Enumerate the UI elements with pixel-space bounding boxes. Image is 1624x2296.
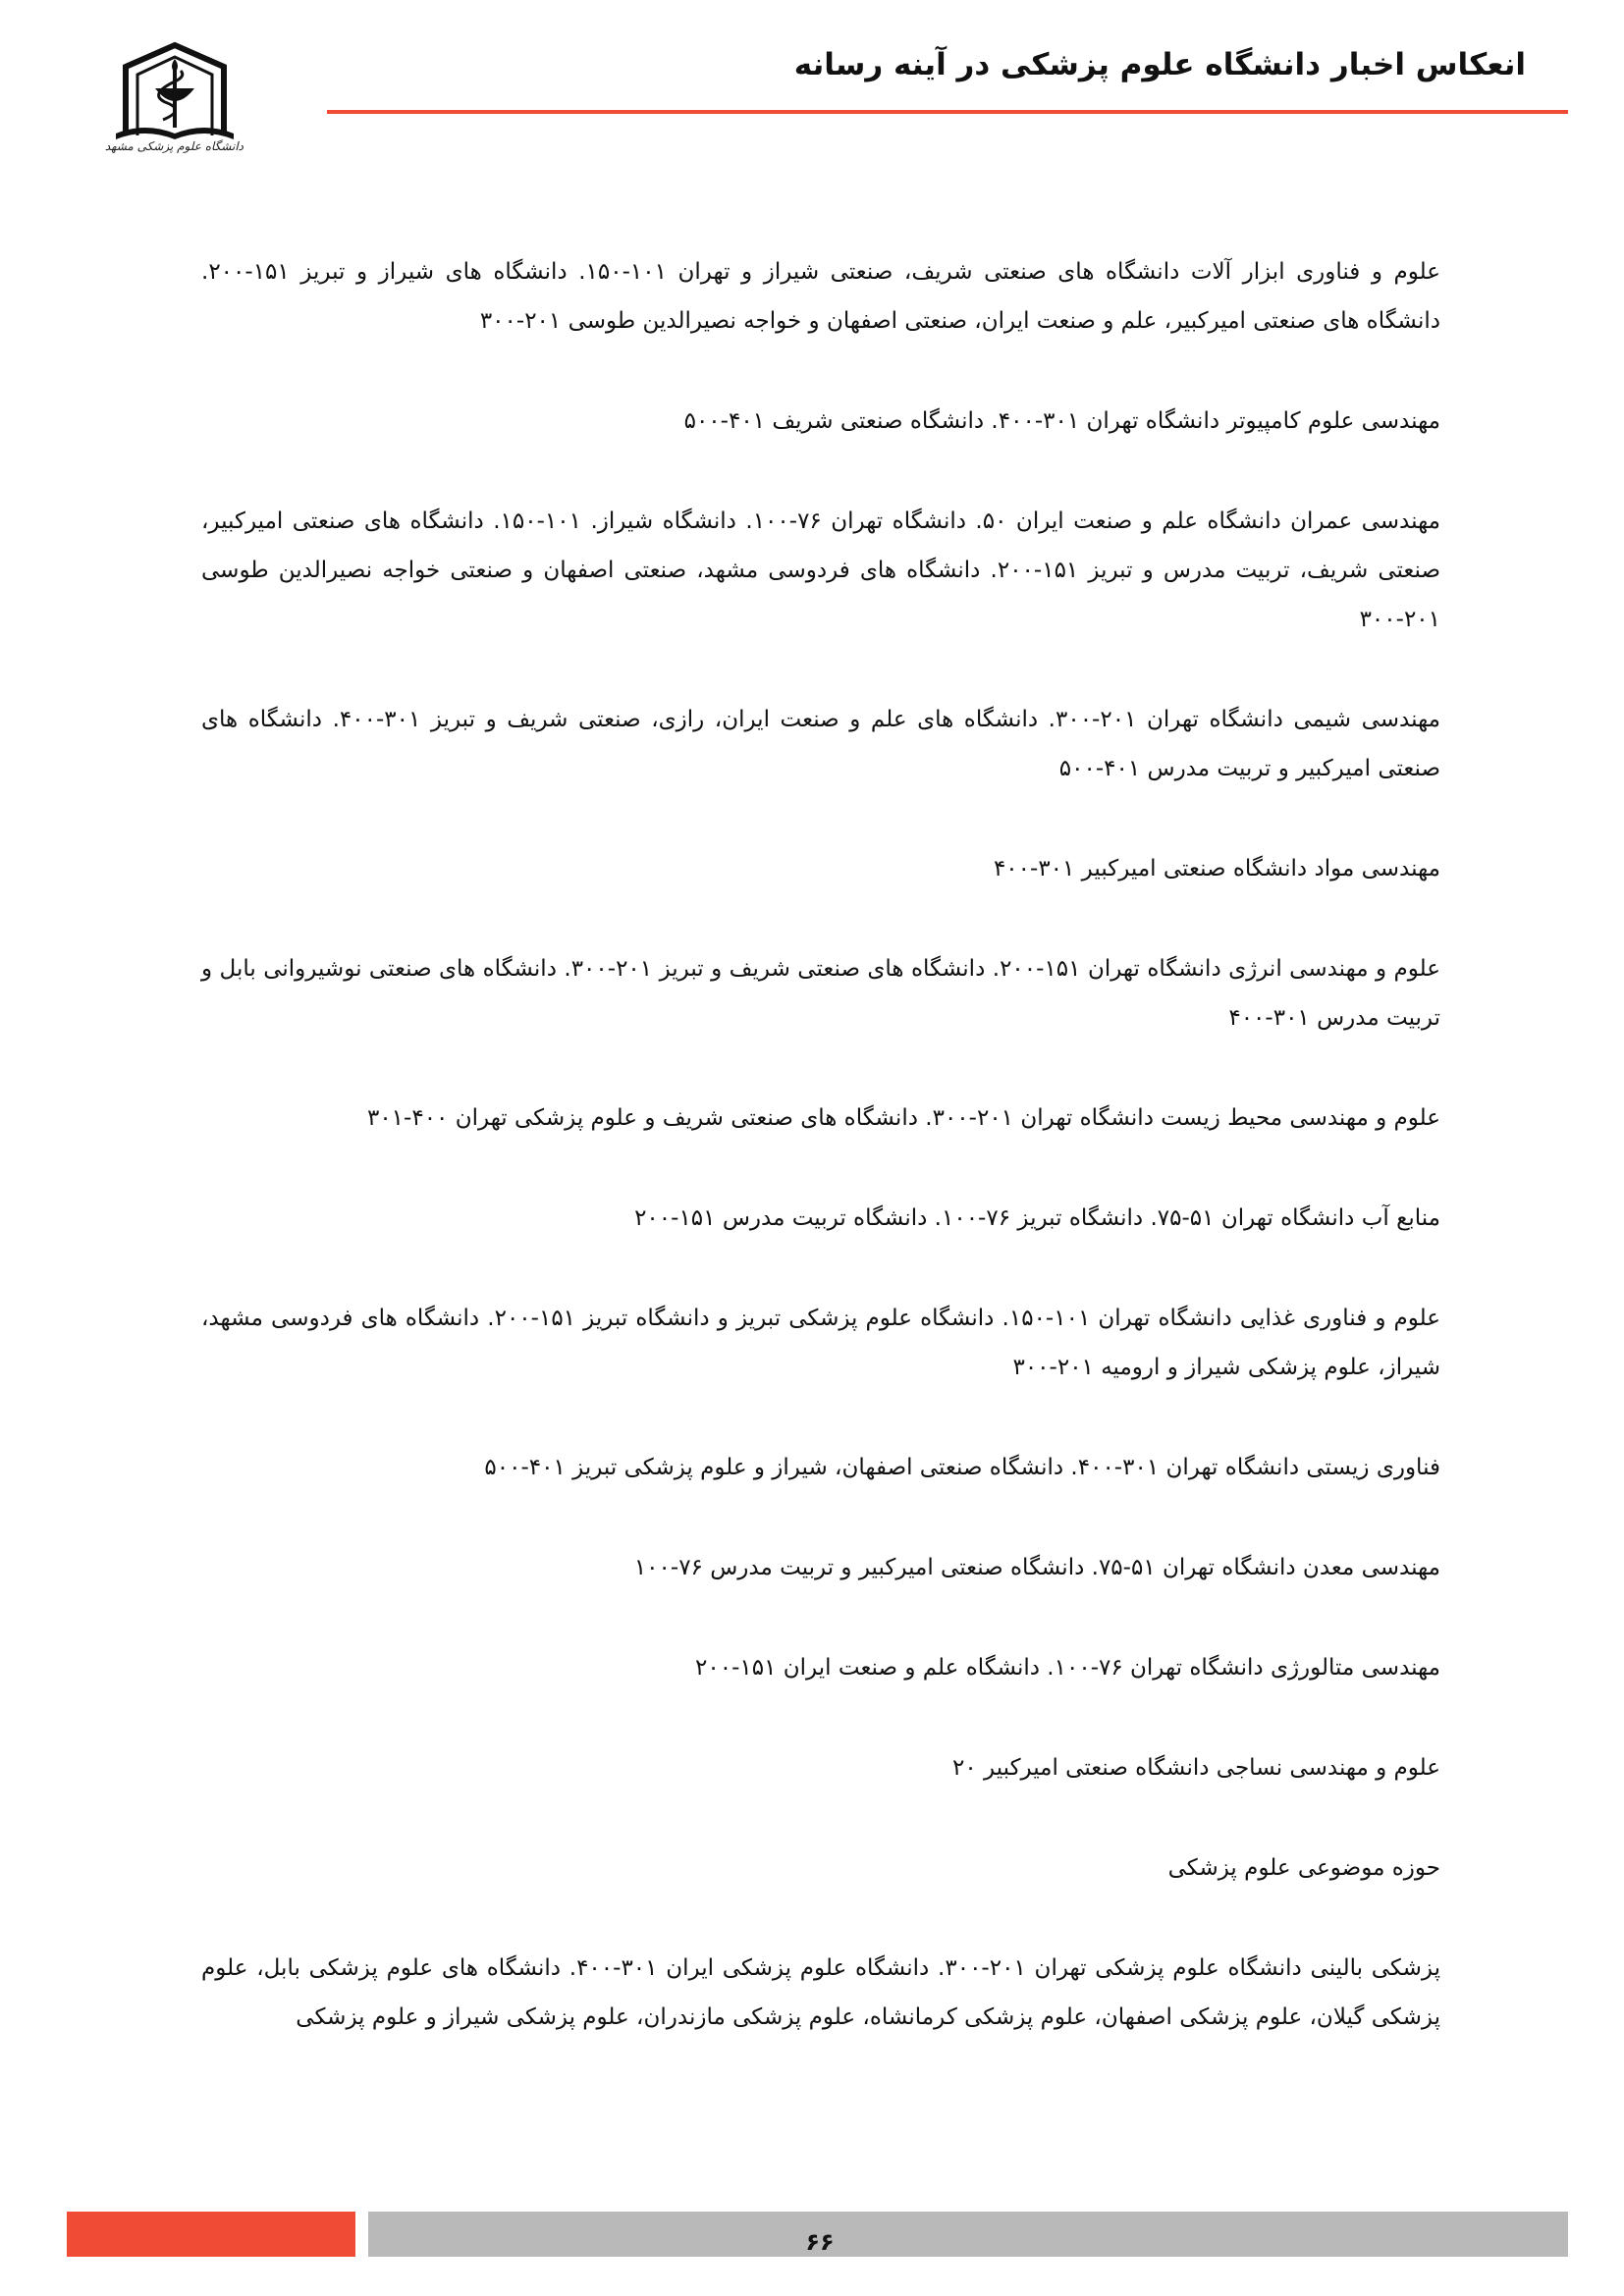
- header-divider: [327, 110, 1568, 114]
- paragraph: علوم و مهندسی انرژی دانشگاه تهران ۱۵۱-۲۰۰. دانشگاه های صنعتی شریف و تبریز ۲۰۱-۳۰۰. دانشگاه های صنعتی نوشیروانی بابل و تربیت مدرس ۳۰۱-۴۰۰: [201, 956, 1440, 1031]
- paragraph: منابع آب دانشگاه تهران ۵۱-۷۵. دانشگاه تبریز ۷۶-۱۰۰. دانشگاه تربیت مدرس ۱۵۱-۲۰۰: [634, 1205, 1440, 1231]
- paragraph: پزشکی بالینی دانشگاه علوم پزشکی تهران ۲۰۱-۳۰۰. دانشگاه علوم پزشکی ایران ۳۰۱-۴۰۰. دانشگاه های علوم پزشکی بابل، علوم پزشکی گیلان، علوم پزشکی اصفهان، علوم پزشکی کرمانشاه، علوم پزشکی مازندران، علوم پزشکی شیراز و علوم پزشکی: [201, 1955, 1440, 2030]
- paragraph: مهندسی متالورژی دانشگاه تهران ۷۶-۱۰۰. دانشگاه علم و صنعت ایران ۱۵۱-۲۰۰: [695, 1655, 1440, 1681]
- page-title: انعکاس اخبار دانشگاه علوم پزشکی در آینه رسانه: [793, 47, 1526, 82]
- page-header: [0, 0, 1624, 167]
- section-heading: حوزه موضوعی علوم پزشکی: [1167, 1855, 1440, 1881]
- footer-accent-bar: [67, 2212, 355, 2257]
- paragraph: مهندسی شیمی دانشگاه تهران ۲۰۱-۳۰۰. دانشگاه های علم و صنعت ایران، رازی، صنعتی شریف و تبریز ۳۰۱-۴۰۰. دانشگاه های صنعتی امیرکبیر و تربیت مدرس ۴۰۱-۵۰۰: [201, 707, 1440, 781]
- document-body: [201, 247, 1440, 2093]
- paragraph: علوم و فناوری ابزار آلات دانشگاه های صنعتی شریف، صنعتی شیراز و تهران ۱۰۱-۱۵۰. دانشگاه های شیراز و تبریز ۱۵۱-۲۰۰. دانشگاه های صنعتی امیرکبیر، علم و صنعت ایران، صنعتی اصفهان و خواجه نصیرالدین طوسی ۲۰۱-۳۰۰: [201, 259, 1440, 334]
- page-number: ۶۶: [805, 2228, 835, 2256]
- paragraph: علوم و مهندسی محیط زیست دانشگاه تهران ۲۰۱-۳۰۰. دانشگاه های صنعتی شریف و علوم پزشکی تهران ۴۰۰-۳۰۱: [366, 1105, 1440, 1131]
- paragraph: علوم و مهندسی نساجی دانشگاه صنعتی امیرکبیر ۲۰: [951, 1755, 1440, 1781]
- paragraph: مهندسی علوم کامپیوتر دانشگاه تهران ۳۰۱-۴۰۰. دانشگاه صنعتی شریف ۴۰۱-۵۰۰: [683, 408, 1440, 434]
- paragraph: علوم و فناوری غذایی دانشگاه تهران ۱۰۱-۱۵۰. دانشگاه علوم پزشکی تبریز و دانشگاه تبریز ۱۵۱-۲۰۰. دانشگاه های فردوسی مشهد، شیراز، علوم پزشکی شیراز و ارومیه ۲۰۱-۳۰۰: [201, 1306, 1440, 1380]
- university-logo: [106, 37, 244, 165]
- paragraph: مهندسی عمران دانشگاه علم و صنعت ایران ۵۰. دانشگاه تهران ۷۶-۱۰۰. دانشگاه شیراز. ۱۰۱-۱۵۰. دانشگاه های صنعتی امیرکبیر، صنعتی شریف، تربیت مدرس و تبریز ۱۵۱-۲۰۰. دانشگاه های فردوسی مشهد، صنعتی اصفهان و صنعتی خواجه نصیرالدین طوسی ۲۰۱-۳۰۰: [201, 508, 1440, 632]
- paragraph: فناوری زیستی دانشگاه تهران ۳۰۱-۴۰۰. دانشگاه صنعتی اصفهان، شیراز و علوم پزشکی تبریز ۴۰۱-۵۰۰: [484, 1455, 1440, 1480]
- university-emblem-icon: [106, 37, 244, 145]
- logo-caption: دانشگاه علوم پزشکی مشهد: [104, 139, 244, 153]
- paragraph: مهندسی معدن دانشگاه تهران ۵۱-۷۵. دانشگاه صنعتی امیرکبیر و تربیت مدرس ۷۶-۱۰۰: [633, 1555, 1440, 1580]
- footer-bar: [368, 2212, 1568, 2257]
- paragraph: مهندسی مواد دانشگاه صنعتی امیرکبیر ۳۰۱-۴۰۰: [993, 856, 1440, 881]
